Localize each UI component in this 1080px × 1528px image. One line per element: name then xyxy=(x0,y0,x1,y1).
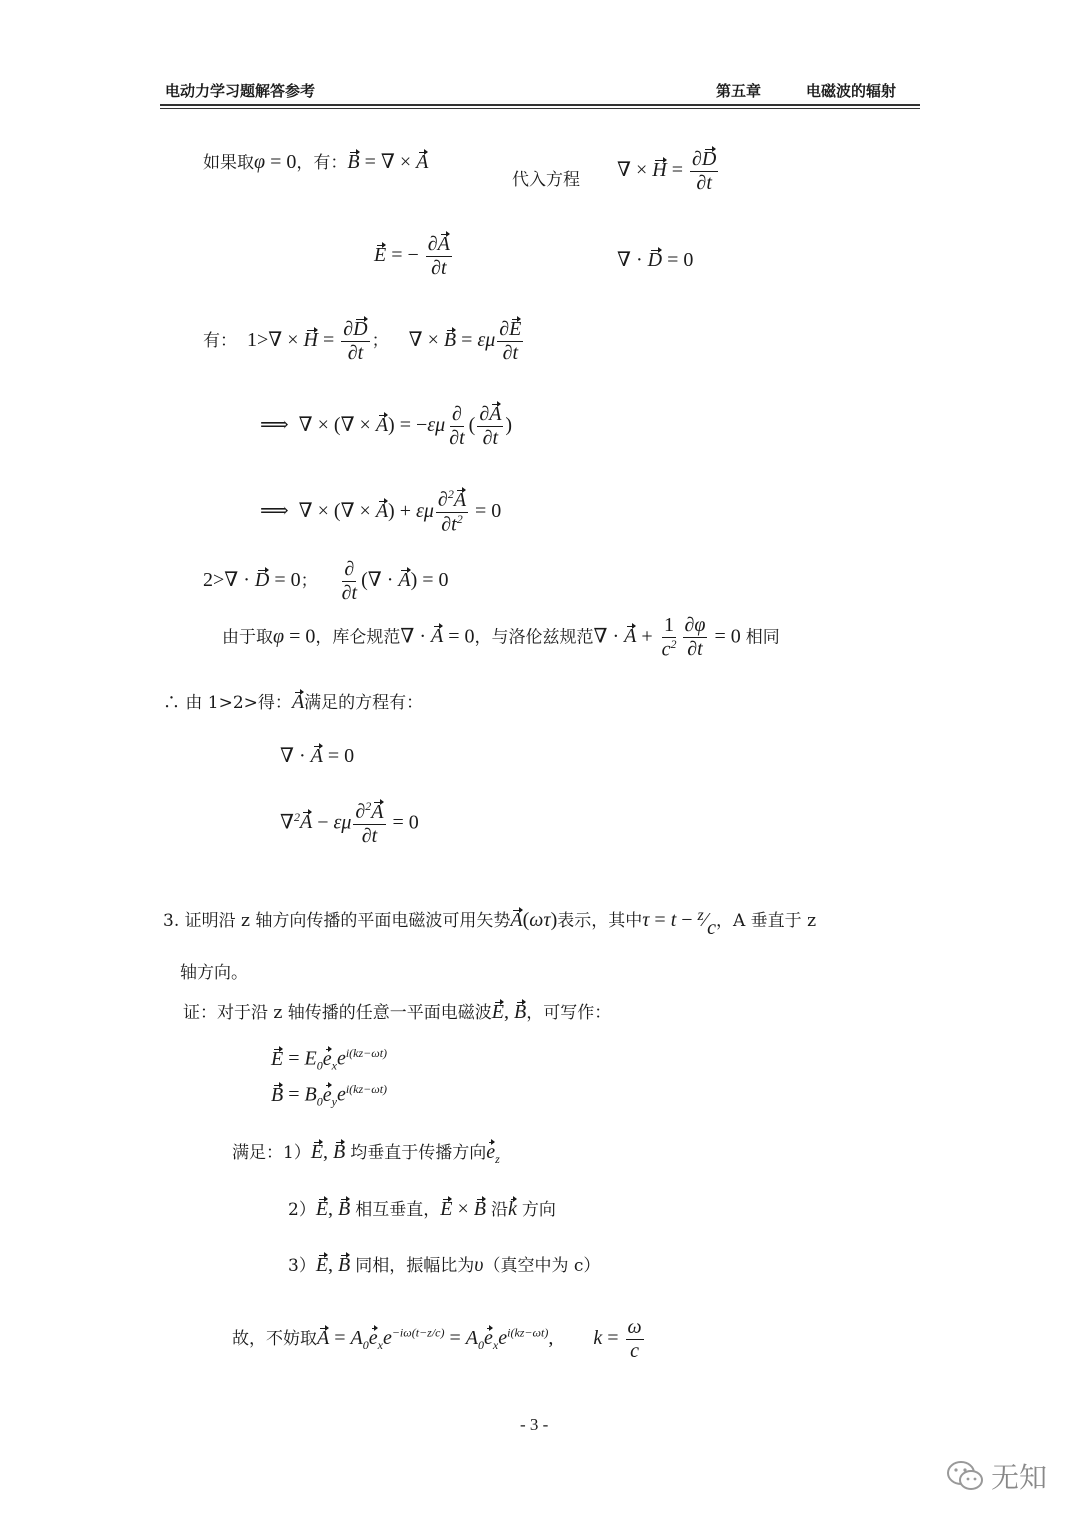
eq-line-1-label: 代入方程 xyxy=(512,170,580,190)
eq-final-choice: 故，不妨取$A = A_0e_xe^{-i\omega(t-z/c)} = A_0e_xe^{i(kz-\omega t)}$, k = $\frac{\omega}{c}$ xyxy=(232,1316,642,1362)
watermark xyxy=(945,1456,1047,1496)
condition-1: 满足：1）E, B 均垂直于传播方向$e_z$ xyxy=(232,1141,500,1166)
eq-curl-H: ∇ × H = $\frac{\partial D}{\partial t}$ xyxy=(617,148,717,194)
proof-intro: 证：对于沿 z 轴传播的任意一平面电磁波E, B，可写作： xyxy=(183,1001,612,1023)
header-rule xyxy=(160,104,920,106)
condition-3: 3）E, B 同相，振幅比为υ（真空中为 c） xyxy=(288,1254,601,1276)
eq-E-from-A: E = − $\frac{\partial A}{\partial t}$ xyxy=(374,233,450,279)
eq-wave-A: ∇$^2$A − εμ $\frac{\partial^2A}{\partial t}$ = 0 xyxy=(280,799,419,847)
eq-B-plane-wave: $B = B_0e_ye^{i(kz-\omega t)}$ xyxy=(271,1082,388,1109)
eq-line-6: 2>∇ · D = 0； $\frac{\partial}{\partial t}$ (∇ · A) = 0 xyxy=(203,558,449,604)
eq-div-D: ∇ · D = 0 xyxy=(617,249,694,271)
running-header-chapter: 第五章 xyxy=(716,82,762,100)
wechat-icon xyxy=(945,1459,985,1493)
eq-line-7: 由于取φ = 0，库仑规范∇ · A = 0，与洛伦兹规范∇ · A + $\frac{1}{c^2}$ $\frac{\partial\varphi}{\partial t}$ = 0 相同 xyxy=(222,614,780,661)
watermark-label: 无知 xyxy=(991,1461,1048,1494)
eq-line-8: ∴ 由 1>2>得：A满足的方程有： xyxy=(163,691,424,713)
problem-3-statement-cont: 轴方向。 xyxy=(180,963,248,983)
eq-line-1: 如果取φ = 0，有：B = ∇ × A xyxy=(203,151,429,173)
problem-3-statement: 3. 证明沿 z 轴方向传播的平面电磁波可用矢势A(ωτ)表示，其中τ = t − $^z$⁄c，A 垂直于 z xyxy=(163,907,817,939)
eq-line-5: ⟹ ∇ × (∇ × A) + εμ $\frac{\partial^2A}{\partial t^2}$ = 0 xyxy=(260,487,502,536)
eq-line-4: ⟹ ∇ × (∇ × A) = −εμ $\frac{\partial}{\partial t}$ ( $\frac{\partial A}{\partial t}$ ) xyxy=(260,403,513,449)
running-header-title: 电磁波的辐射 xyxy=(806,82,897,100)
condition-2: 2）E, B 相互垂直，E × B 沿k 方向 xyxy=(288,1198,556,1220)
header-rule-thin xyxy=(160,108,920,109)
eq-E-plane-wave: $E = E_0e_xe^{i(kz-\omega t)}$ xyxy=(271,1046,388,1073)
eq-coulomb-gauge: ∇ · A = 0 xyxy=(280,745,355,767)
page-number: - 3 - xyxy=(520,1415,549,1434)
running-header-left: 电动力学习题解答参考 xyxy=(165,82,316,100)
eq-line-3: 有： 1>∇ × H = $\frac{\partial D}{\partial t}$ ； ∇ × B = εμ $\frac{\partial E}{\partial t}$ xyxy=(203,318,522,364)
